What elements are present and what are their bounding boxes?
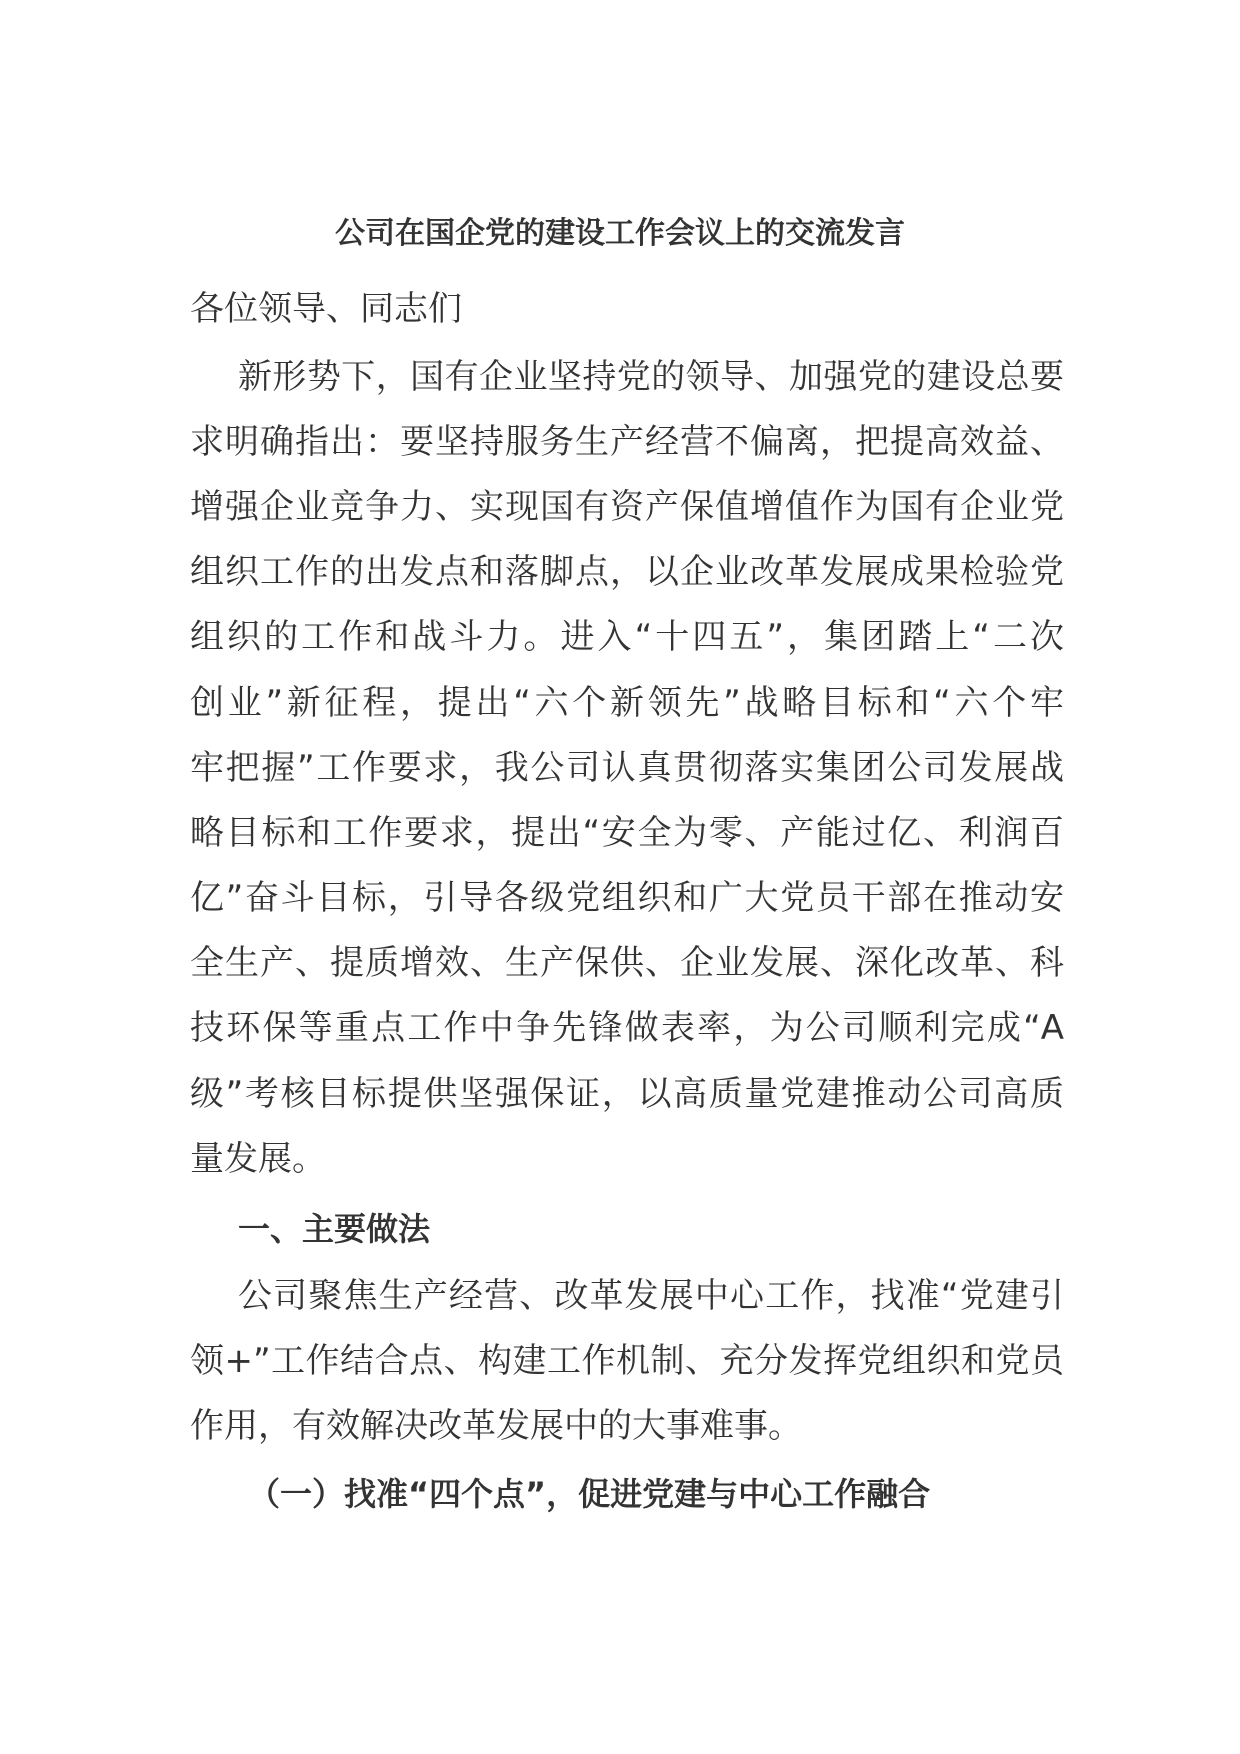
paragraph-line: 牢把握”工作要求，我公司认真贯彻落实集团公司发展战 xyxy=(190,748,1064,788)
paragraph-line: 略目标和工作要求，提出“安全为零、产能过亿、利润百 xyxy=(190,813,1064,853)
section-heading: 一、主要做法 xyxy=(238,1210,431,1248)
paragraph-line: 公司聚焦生产经营、改革发展中心工作，找准“党建引 xyxy=(238,1276,1064,1316)
paragraph-line: 增强企业竞争力、实现国有资产保值增值作为国有企业党 xyxy=(190,487,1064,527)
paragraph-line: 亿”奋斗目标，引导各级党组织和广大党员干部在推动安 xyxy=(190,878,1064,918)
paragraph-line: 量发展。 xyxy=(190,1139,326,1179)
paragraph-line: 全生产、提质增效、生产保供、企业发展、深化改革、科 xyxy=(190,943,1064,983)
paragraph-line: 技环保等重点工作中争先锋做表率，为公司顺利完成“A xyxy=(190,1008,1064,1048)
paragraph-line: 创业”新征程，提出“六个新领先”战略目标和“六个牢 xyxy=(190,683,1064,723)
document-title: 公司在国企党的建设工作会议上的交流发言 xyxy=(335,216,905,251)
paragraph-line: 求明确指出：要坚持服务生产经营不偏离，把提高效益、 xyxy=(190,422,1064,462)
paragraph-line: 级”考核目标提供坚强保证，以高质量党建推动公司高质 xyxy=(190,1074,1064,1114)
paragraph-line: 领+”工作结合点、构建工作机制、充分发挥党组织和党员 xyxy=(190,1341,1064,1381)
subsection-heading: （一）找准“四个点”，促进党建与中心工作融合 xyxy=(248,1475,931,1513)
paragraph-line: 作用，有效解决改革发展中的大事难事。 xyxy=(190,1406,802,1446)
salutation: 各位领导、同志们 xyxy=(190,289,462,329)
paragraph-line: 组织的工作和战斗力。进入“十四五”，集团踏上“二次 xyxy=(190,617,1064,657)
paragraph-line: 新形势下，国有企业坚持党的领导、加强党的建设总要 xyxy=(238,357,1064,397)
paragraph-line: 组织工作的出发点和落脚点，以企业改革发展成果检验党 xyxy=(190,552,1064,592)
